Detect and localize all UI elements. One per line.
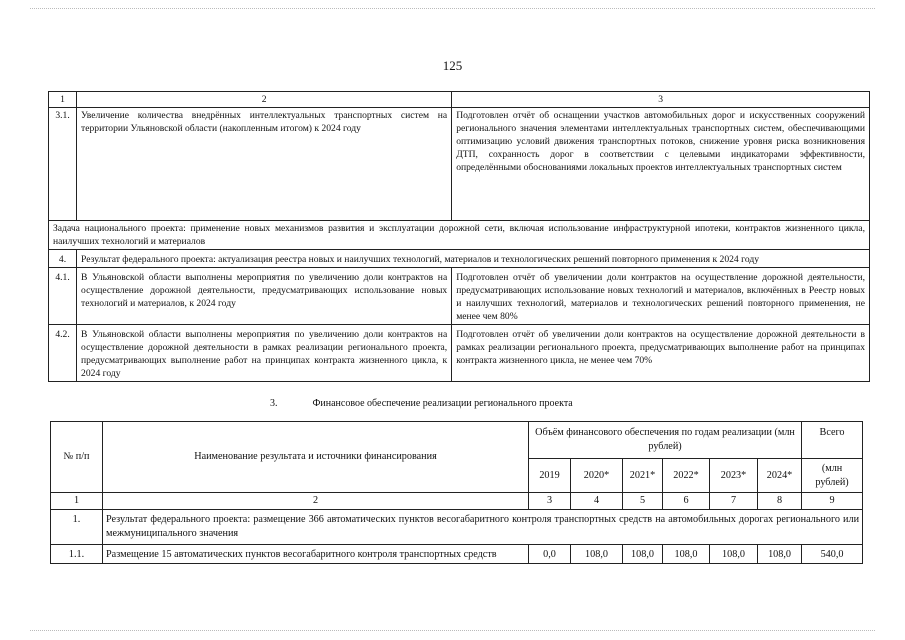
description-cell: Подготовлен отчёт об увеличении доли контрактов на осуществление дорожной деятельности, предусматривающих использование новых технологий и материалов, включённых в Реестр новых и наилучших технологий, материалов и технологических решений повторного применения, не менее чем 80% [452,268,870,325]
index-cell: 1 [51,493,103,510]
col-name-header: Наименование результата и источники финансирования [103,422,529,493]
col-total-header: Всего [802,422,863,459]
row-number: 4. [49,250,77,268]
row-number: 1. [51,510,103,545]
value-cell: 108,0 [623,545,663,564]
index-cell: 7 [710,493,758,510]
value-cell: 0,0 [529,545,571,564]
year-header: 2022* [663,459,710,493]
value-cell: 108,0 [710,545,758,564]
header-row [51,422,863,459]
value-cell: 108,0 [571,545,623,564]
table-row [49,325,870,382]
row-number: 3.1. [49,108,77,221]
section-title: Финансовое обеспечение реализации регионального проекта [312,398,573,409]
header-cell: 3 [452,92,870,108]
index-cell: 9 [802,493,863,510]
value-cell: 108,0 [663,545,710,564]
year-header: 2019 [529,459,571,493]
section-heading [270,398,573,409]
index-cell: 6 [663,493,710,510]
index-cell: 3 [529,493,571,510]
col-num-header: № п/п [51,422,103,493]
table-row [51,545,863,564]
result-name-cell: Размещение 15 автоматических пунктов весогабаритного контроля транспортных средств [103,545,529,564]
row-number: 4.2. [49,325,77,382]
year-header: 2024* [758,459,802,493]
table-row [51,510,863,545]
result-cell: Увеличение количества внедрённых интеллектуальных транспортных систем на территории Ульяновской области (накопленным итогом) к 2024 году [77,108,452,221]
year-header: 2023* [710,459,758,493]
index-cell: 2 [103,493,529,510]
results-table [48,91,870,382]
description-cell: Подготовлен отчёт об оснащении участков автомобильных дорог и искусственных сооружений регионального значения элементами интеллектуальных транспортных систем, обеспечивающими оптимизацию условий движения транспортных потоков, снижение уровня риска возникновения ДТП, сохранность дорог в соответствии с целевыми индикаторами эффективности, определёнными обоснованиями локальных проектов интеллектуальных транспортных систем [452,108,870,221]
total-unit: (млн рублей) [802,459,863,493]
result-cell: В Ульяновской области выполнены мероприятия по увеличению доли контрактов на осуществление дорожной деятельности, предусматривающих использование новых технологий и материалов, к 2024 году [77,268,452,325]
finance-table [50,421,863,564]
federal-result-cell: Результат федерального проекта: размещение 366 автоматических пунктов весогабаритного контроля транспортных средств на автомобильных дорогах регионального или межмуниципального значения [103,510,863,545]
index-cell: 8 [758,493,802,510]
table-row [49,250,870,268]
value-cell: 108,0 [758,545,802,564]
header-cell: 1 [49,92,77,108]
task-row [49,221,870,250]
index-cell: 4 [571,493,623,510]
page-number: 125 [442,58,463,73]
header-row [49,92,870,108]
year-header: 2021* [623,459,663,493]
description-cell: Подготовлен отчёт об увеличении доли контрактов на осуществление дорожной деятельности в рамках реализации регионального проекта, предусматривающих выполнение работ на принципах контракта жизненного цикла, не менее чем 70% [452,325,870,382]
table-row [49,108,870,221]
row-number: 1.1. [51,545,103,564]
scan-edge-bottom [30,630,875,632]
index-cell: 5 [623,493,663,510]
table-row [49,268,870,325]
total-cell: 540,0 [802,545,863,564]
row-number: 4.1. [49,268,77,325]
index-row [51,493,863,510]
year-header: 2020* [571,459,623,493]
section-number: 3. [270,398,278,409]
header-cell: 2 [77,92,452,108]
scan-edge-top [30,8,875,10]
result-cell: В Ульяновской области выполнены мероприятия по увеличению доли контрактов на осуществление дорожной деятельности в рамках реализации регионального проекта, предусматривающих выполнение работ на принципах контракта жизненного цикла, к 2024 году [77,325,452,382]
task-cell: Задача национального проекта: применение новых механизмов развития и эксплуатации дорожной сети, включая использование инфраструктурной ипотеки, контрактов жизненного цикла, наилучших технологий и материалов [49,221,870,250]
col-volume-header: Объём финансового обеспечения по годам реализации (млн рублей) [529,422,802,459]
federal-result-cell: Результат федерального проекта: актуализация реестра новых и наилучших технологий, материалов и технологических решений повторного применения к 2024 году [77,250,870,268]
